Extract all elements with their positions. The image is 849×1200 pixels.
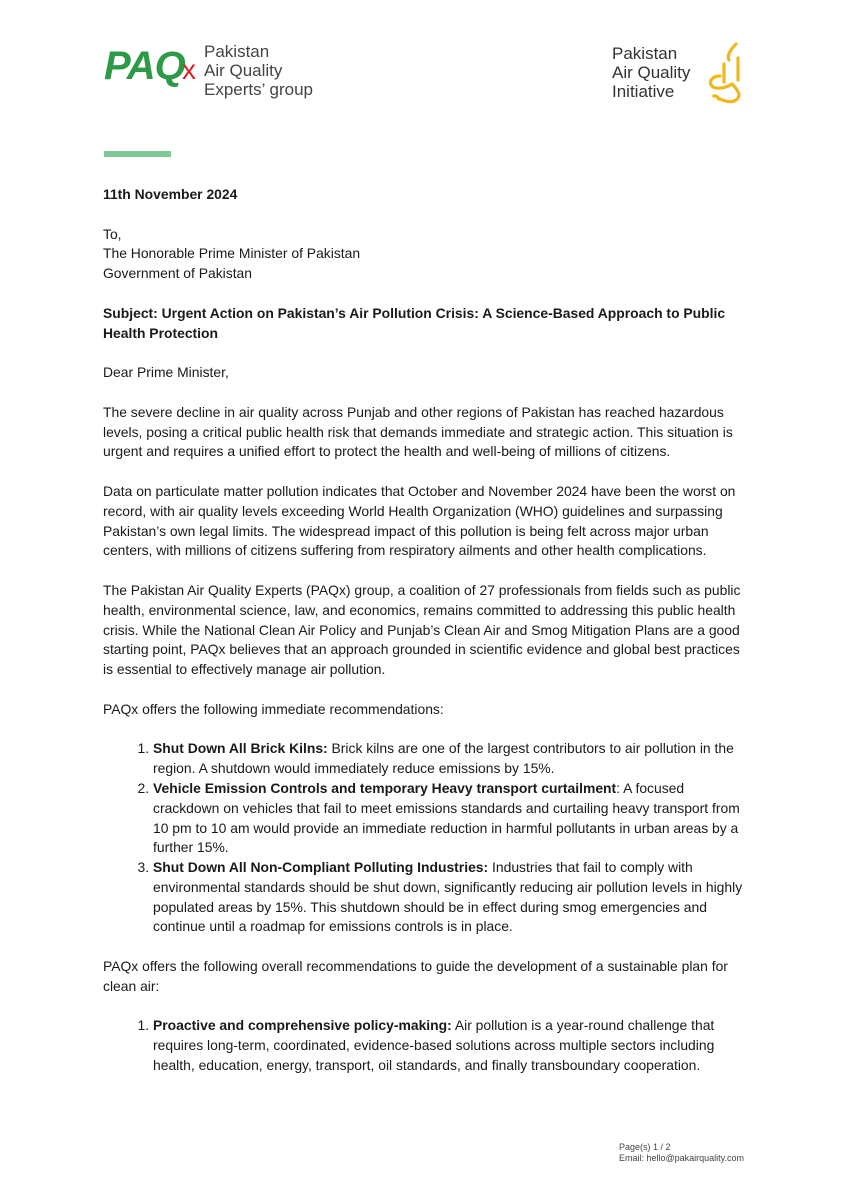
recommendation-text: Air pollution is a year-round challenge that requires long-term, coordinated, evidence-based solutions across multiple sectors including health, education, energy, transport, oil standards, and finally transboundary cooperation. bbox=[153, 1017, 715, 1074]
body-paragraph-2: Data on particulate matter pollution indicates that October and November 2024 have been the worst on record, with air quality levels exceeding World Health Organization (WHO) guidelines and surpassing Pakistan’s own legal limits. The widespread impact of this pollution is being felt across major urban centers, with millions of citizens suffering from respiratory ailments and other health complications. bbox=[103, 482, 736, 559]
list-item bbox=[153, 1016, 753, 1075]
recipient-line-2: Government of Pakistan bbox=[103, 265, 253, 282]
body-paragraph-3: The Pakistan Air Quality Experts (PAQx) group, a coalition of 27 professionals from fields such as public health, environmental science, law, and economics, remains committed to addressing this public health crisis. While the National Clean Air Policy and Punjab’s Clean Air and Smog Mitigation Plans are a good starting point, PAQx believes that an approach grounded in scientific evidence and global best practices is essential to effectively manage air pollution. bbox=[103, 581, 741, 678]
recipient-block bbox=[103, 225, 753, 284]
paqx-logo-tagline bbox=[204, 42, 313, 99]
letter-date: 11th November 2024 bbox=[103, 186, 238, 202]
recommendation-title: Shut Down All Non-Compliant Polluting Industries: bbox=[153, 859, 489, 876]
paqi-tag-line-3: Initiative bbox=[612, 82, 675, 101]
contact-email: Email: hello@pakairquality.com bbox=[619, 1153, 745, 1163]
immediate-recommendations bbox=[103, 739, 753, 937]
salutation: Dear Prime Minister, bbox=[103, 364, 229, 381]
list-item bbox=[153, 858, 753, 937]
list-item bbox=[153, 739, 753, 779]
recommendation-title: Shut Down All Brick Kilns: bbox=[153, 740, 328, 757]
overall-intro: PAQx offers the following overall recommendations to guide the development of a sustainable plan for clean air: bbox=[103, 958, 728, 994]
immediate-intro: PAQx offers the following immediate recommendations: bbox=[103, 700, 444, 717]
paqx-logo-brand: PAQ bbox=[104, 44, 185, 88]
paki-urdu-wordmark-icon bbox=[702, 42, 746, 104]
page-count: Page(s) 1 / 2 bbox=[619, 1142, 671, 1152]
paqx-tag-line-2: Air Quality bbox=[204, 61, 283, 80]
recommendation-text: Industries that fail to comply with environmental standards should be shut down, significantly reducing air pollution levels in highly populated areas by 15%. This shutdown should be in effect during smog emergencies and continue until a roadmap for emissions controls is in place. bbox=[153, 859, 743, 935]
overall-recommendations bbox=[103, 1016, 753, 1075]
letter-subject: Subject: Urgent Action on Pakistan’s Air Pollution Crisis: A Science-Based Approach to Public Health Protection bbox=[103, 304, 726, 341]
page-footer bbox=[619, 1142, 744, 1164]
paqx-tag-line-3: Experts’ group bbox=[204, 80, 313, 99]
recommendation-text: Brick kilns are one of the largest contributors to air pollution in the region. A shutdown would immediately reduce emissions by 15%. bbox=[153, 740, 734, 777]
paqx-tag-line-1: Pakistan bbox=[204, 42, 270, 61]
body-paragraph-1: The severe decline in air quality across Punjab and other regions of Pakistan has reached hazardous levels, posing a critical public health risk that demands immediate and strategic action. This situation is urgent and requires a unified effort to protect the health and well-being of millions of citizens. bbox=[103, 403, 733, 460]
header-divider bbox=[104, 151, 171, 157]
recommendation-text: : A focused crackdown on vehicles that fail to meet emissions standards and curtailing heavy transport from 10 pm to 10 am would provide an immediate reduction in harmful pollutants in urban areas by a further 15%. bbox=[153, 779, 740, 856]
recommendation-title: Vehicle Emission Controls and temporary Heavy transport curtailment bbox=[153, 779, 617, 796]
to-line: To, bbox=[103, 225, 122, 242]
paqi-logo-tagline bbox=[612, 44, 690, 101]
paqx-logo-x: x bbox=[182, 54, 196, 85]
list-item bbox=[153, 779, 753, 858]
paqi-tag-line-1: Pakistan bbox=[612, 44, 678, 63]
recommendation-title: Proactive and comprehensive policy-making: bbox=[153, 1017, 452, 1034]
paqi-tag-line-2: Air Quality bbox=[612, 63, 691, 82]
recipient-line-1: The Honorable Prime Minister of Pakistan bbox=[103, 245, 361, 262]
letter-body bbox=[103, 185, 753, 1096]
